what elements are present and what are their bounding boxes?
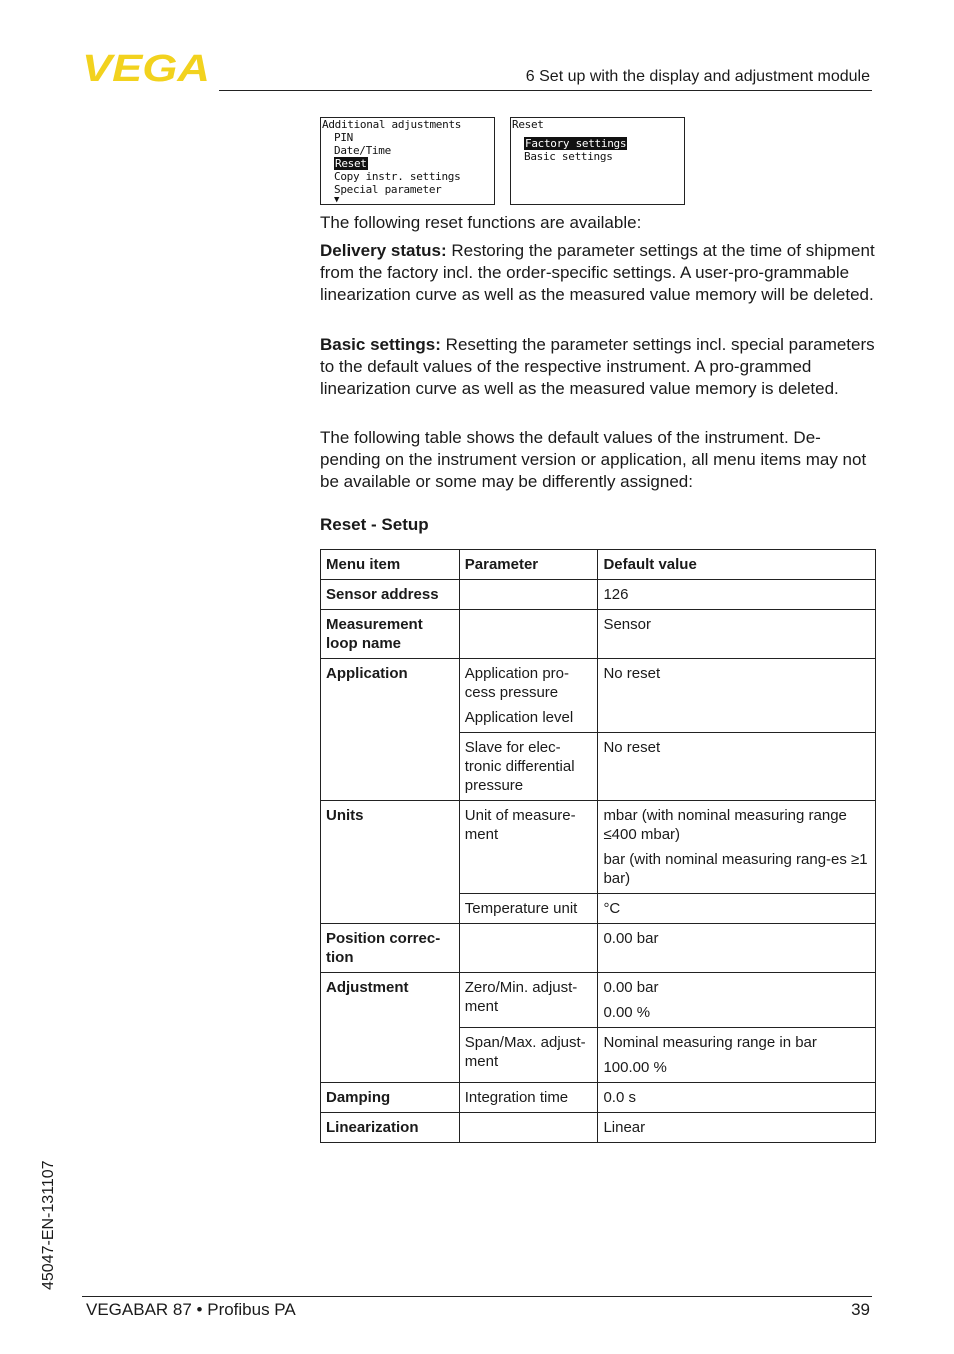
table-row (321, 580, 876, 610)
delivery-status-label: Delivery status: (320, 241, 447, 260)
parameter-cell: Integration time (459, 1083, 598, 1113)
default-value-cell: Linear (598, 1113, 876, 1143)
reset-setup-table (320, 549, 876, 1143)
parameter-cell (459, 580, 598, 610)
parameter-cell (459, 659, 598, 733)
value-text: 100.00 % (603, 1059, 667, 1076)
footer-product: VEGABAR 87 • Profibus PA (86, 1300, 296, 1319)
basic-settings-text: Resetting the parameter settings incl. special parameters to the default values of the respective instrument. A pro-grammed linearization curve as well as the measured value memory is deleted. (320, 335, 875, 398)
default-value-cell (598, 801, 876, 894)
parameter-text: Application pro-cess pressure (464, 665, 569, 701)
table-heading: Reset - Setup (320, 515, 429, 534)
value-text: 0.00 bar (603, 979, 659, 996)
value-text: Nominal measuring range in bar (603, 1034, 817, 1051)
section-header: 6 Set up with the display and adjustment module (525, 68, 870, 85)
table-row (321, 973, 876, 1028)
vega-logo (82, 50, 212, 84)
default-value-cell: °C (598, 894, 876, 924)
default-value-cell: 0.00 bar (598, 924, 876, 973)
lcd-item-copy-settings: Copy instr. settings (334, 170, 461, 183)
lcd-item-reset-selected: Reset (335, 157, 367, 170)
parameter-text: Application level (464, 709, 574, 726)
menu-item-cell: Sensor address (321, 580, 460, 610)
parameter-cell (459, 1113, 598, 1143)
menu-item-cell: Position correc-tion (321, 924, 460, 973)
menu-item-cell: Measurement loop name (321, 610, 460, 659)
document-code: 45047-EN-131107 (40, 1160, 57, 1290)
menu-item-cell: Damping (321, 1083, 460, 1113)
value-text: mbar (with nominal measuring range ≤400 mbar) (603, 807, 847, 843)
default-value-cell: Sensor (598, 610, 876, 659)
lcd-item-date-time: Date/Time (334, 144, 391, 157)
parameter-cell: Slave for elec-tronic differential pressure (459, 733, 598, 801)
parameter-cell: Temperature unit (459, 894, 598, 924)
svg-text:VEGA: VEGA (82, 50, 210, 84)
footer-divider (82, 1296, 872, 1297)
delivery-status-text: Restoring the parameter settings at the time of shipment from the factory incl. the order-specific settings. A user-pro-grammable linearization curve as well as the measured value memory will be deleted. (320, 241, 875, 304)
table-row (321, 1083, 876, 1113)
table-row (321, 659, 876, 733)
lcd-title: Reset (512, 118, 544, 131)
column-header-menu-item: Menu item (321, 550, 460, 580)
menu-item-cell: Adjustment (321, 973, 460, 1083)
table-row (321, 1113, 876, 1143)
default-value-cell: No reset (598, 733, 876, 801)
lcd-item-pin: PIN (334, 131, 353, 144)
column-header-parameter: Parameter (459, 550, 598, 580)
table-row (321, 924, 876, 973)
column-header-default-value: Default value (598, 550, 876, 580)
lcd-title: Additional adjustments (322, 118, 462, 131)
menu-item-cell: Application (321, 659, 460, 801)
lcd-item-factory-settings-selected: Factory settings (525, 137, 627, 150)
basic-settings-paragraph (320, 334, 880, 400)
default-value-cell (598, 1028, 876, 1083)
scroll-down-icon: ▼ (334, 195, 340, 205)
parameter-cell: Zero/Min. adjust-ment (459, 973, 598, 1028)
page-number: 39 (851, 1300, 870, 1319)
table-intro-paragraph: The following table shows the default values of the instrument. De-pending on the instrument version or application, all menu items may not be available or some may be differently assigned: (320, 428, 867, 491)
parameter-cell (459, 610, 598, 659)
menu-item-cell: Linearization (321, 1113, 460, 1143)
basic-settings-label: Basic settings: (320, 335, 441, 354)
lcd-reset (510, 117, 685, 205)
intro-paragraph: The following reset functions are available: (320, 213, 642, 232)
header-divider (219, 90, 872, 91)
table-row (321, 801, 876, 894)
lcd-item-basic-settings: Basic settings (524, 150, 613, 163)
default-value-cell: 0.0 s (598, 1083, 876, 1113)
delivery-status-paragraph (320, 240, 880, 306)
parameter-cell (459, 924, 598, 973)
table-row (321, 610, 876, 659)
default-value-cell (598, 973, 876, 1028)
value-text: bar (with nominal measuring rang-es ≥1 bar) (603, 851, 868, 887)
menu-item-cell: Units (321, 801, 460, 924)
default-value-cell: 126 (598, 580, 876, 610)
parameter-cell: Unit of measure-ment (459, 801, 598, 894)
lcd-item-special-parameter: Special parameter (334, 183, 442, 196)
value-text: 0.00 % (603, 1004, 651, 1021)
table-header-row (321, 550, 876, 580)
lcd-additional-adjustments (320, 117, 495, 205)
default-value-cell: No reset (598, 659, 876, 733)
parameter-cell: Span/Max. adjust-ment (459, 1028, 598, 1083)
